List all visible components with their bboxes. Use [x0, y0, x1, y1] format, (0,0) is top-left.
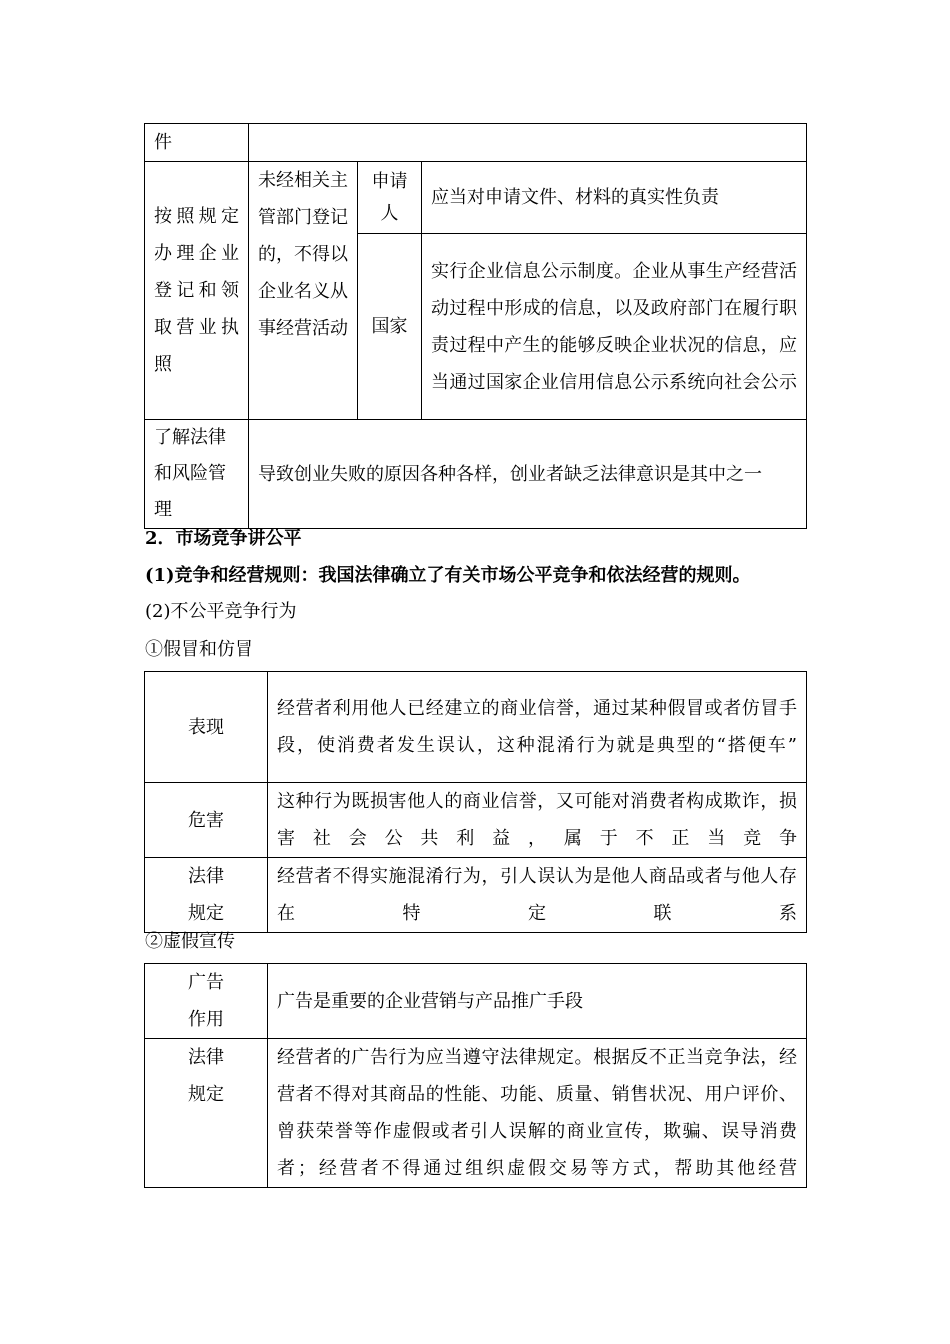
table-row [145, 783, 807, 858]
table-row [145, 1039, 807, 1188]
table-cell: 广告作用 [145, 964, 268, 1039]
table-cell: 法律规定 [145, 1039, 268, 1188]
counterfeit-table [144, 671, 807, 933]
table-row [145, 162, 807, 234]
table-cell: 未经相关主管部门登记的，不得以企业名义从事经营活动 [249, 162, 358, 420]
table-cell: 广告是重要的企业营销与产品推广手段 [268, 964, 807, 1039]
subheading: ②虚假宣传 [145, 931, 235, 952]
section-heading: 2．市场竞争讲公平 [145, 528, 302, 549]
table-cell: 这种行为既损害他人的商业信誉，又可能对消费者构成欺诈，损害社会公共利益，属于不正当竞争 [268, 783, 807, 858]
table-cell: 了解法律和风险管理 [145, 420, 249, 529]
table-cell: 申请人 [358, 162, 422, 234]
table-cell: 危害 [145, 783, 268, 858]
table-row [145, 420, 807, 529]
table-cell: 实行企业信息公示制度。企业从事生产经营活动过程中形成的信息，以及政府部门在履行职责过程中产生的能够反映企业状况的信息，应当通过国家企业信用信息公示系统向社会公示 [422, 234, 807, 420]
paragraph: (2)不公平竞争行为 [145, 601, 297, 622]
subheading: ①假冒和仿冒 [145, 639, 253, 660]
table-cell: 按照规定办理企业登记和领取营业执照 [145, 162, 249, 420]
table-cell: 国家 [358, 234, 422, 420]
table-cell: 导致创业失败的原因各种各样，创业者缺乏法律意识是其中之一 [249, 420, 807, 529]
business-registration-table [144, 123, 807, 529]
table-cell: 经营者不得实施混淆行为，引人误认为是他人商品或者与他人存在特定联系 [268, 858, 807, 933]
table-row [145, 124, 807, 162]
table-cell: 法律规定 [145, 858, 268, 933]
table-cell [249, 124, 807, 162]
false-advertising-table [144, 963, 807, 1188]
paragraph: (1)竞争和经营规则：我国法律确立了有关市场公平竞争和依法经营的规则。 [145, 565, 751, 586]
table-cell: 经营者的广告行为应当遵守法律规定。根据反不正当竞争法，经营者不得对其商品的性能、功能、质量、销售状况、用户评价、曾获荣誉等作虚假或者引人误解的商业宣传，欺骗、误导消费者；经营者不得通过组织虚假交易等方式，帮助其他经营 [268, 1039, 807, 1188]
table-row [145, 672, 807, 783]
table-cell: 应当对申请文件、材料的真实性负责 [422, 162, 807, 234]
table-cell: 表现 [145, 672, 268, 783]
table-row [145, 964, 807, 1039]
table-cell: 经营者利用他人已经建立的商业信誉，通过某种假冒或者仿冒手段，使消费者发生误认，这种混淆行为就是典型的“搭便车” [268, 672, 807, 783]
table-cell: 件 [145, 124, 249, 162]
table-row [145, 858, 807, 933]
